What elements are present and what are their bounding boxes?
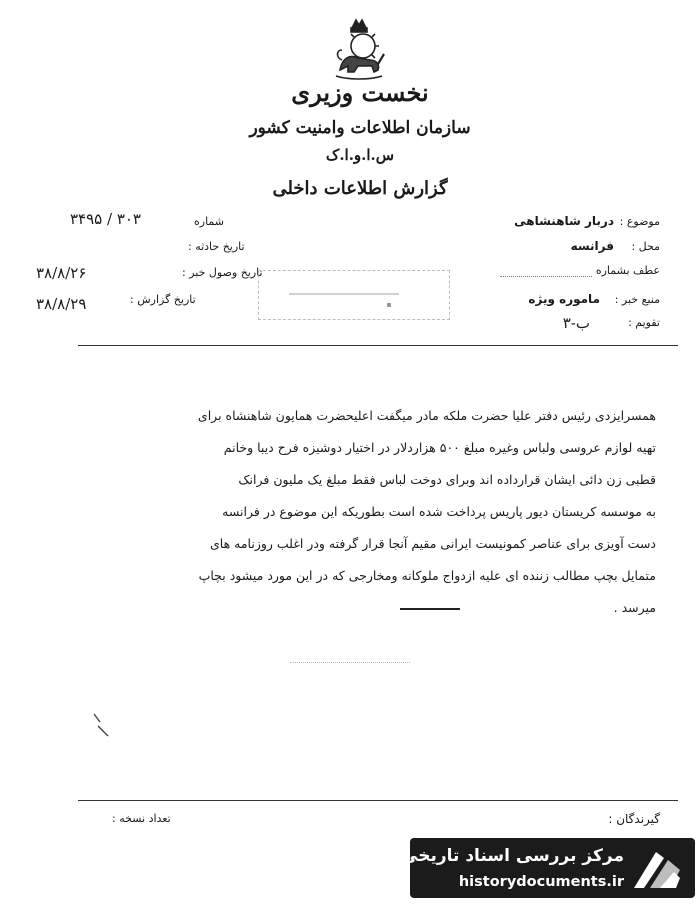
body-line: تهیه لوازم عروسی ولباس وغیره مبلغ ۵۰۰ هزاردلار در اختیار دوشیزه فرح دیبا وخانم — [223, 440, 656, 455]
report-date-value: ۳۸/۸/۲۹ — [36, 295, 87, 313]
organization-title: سازمان اطلاعات وامنیت کشور — [249, 118, 471, 138]
closing-dash — [400, 608, 460, 610]
source-label: منبع خبر : — [614, 293, 660, 306]
grade-value: ب-۳ — [562, 314, 590, 332]
subject-label: موضوع : — [619, 215, 660, 228]
report-date-label: تاریخ گزارش : — [130, 293, 196, 306]
grade-label: تقویم : — [628, 316, 660, 329]
lion-and-sun-emblem-icon — [328, 14, 390, 84]
received-date-value: ۳۸/۸/۲۶ — [36, 264, 87, 282]
pen-mark-icon — [92, 712, 112, 738]
number-value: ۳۴۹۵ / ۳۰۳ — [70, 210, 141, 228]
event-date-label: تاریخ حادثه : — [188, 240, 245, 253]
header-divider — [78, 345, 678, 346]
report-type-title: گزارش اطلاعات داخلی — [272, 178, 448, 199]
reference-line — [500, 276, 592, 277]
subject-value: دربار شاهنشاهی — [514, 214, 614, 228]
place-value: فرانسه — [570, 239, 614, 253]
recipients-label: گیرندگان : — [608, 812, 660, 826]
copies-label: تعداد نسخه : — [112, 812, 171, 825]
watermark-title: مرکز بررسی اسناد تاریخی — [401, 846, 624, 866]
number-label: شماره — [194, 215, 225, 228]
body-line: متمایل بچپ مطالب زننده ای علیه ازدواج ملوکانه ومخارجی که در این مورد میشود بچاپ — [198, 568, 656, 583]
place-label: محل : — [631, 240, 660, 253]
faint-mark — [290, 662, 410, 663]
received-date-label: تاریخ وصول خبر : — [182, 266, 263, 279]
organization-code: س.ا.و.ا.ک — [325, 146, 395, 164]
source-value: ماموره ویژه — [528, 292, 600, 306]
body-line: همسرایزدی رئیس دفتر علیا حضرت ملکه مادر میگفت اعلیحضرت همایون شاهنشاه برای — [197, 408, 656, 423]
body-line: دست آویزی برای عناصر کمونیست ایرانی مقیم آنجا قرار گرفته ودر اغلب روزنامه های — [209, 536, 656, 551]
office-title: نخست وزیری — [291, 78, 429, 107]
body-line: میرسد . — [613, 600, 656, 615]
body-line: به موسسه کریستان دیور پاریس پرداخت شده است بطوریکه این موضوع در فرانسه — [222, 504, 656, 519]
archive-logo-icon — [630, 848, 684, 892]
stamp-box — [258, 270, 450, 320]
footer-divider — [78, 800, 678, 801]
body-line: قطبی زن دائی ایشان قرارداده اند وبرای دوخت لباس فقط مبلغ یک ملیون فرانک — [238, 472, 656, 487]
watermark-url: historydocuments.ir — [458, 874, 624, 890]
reference-label: عطف بشماره — [595, 264, 660, 277]
